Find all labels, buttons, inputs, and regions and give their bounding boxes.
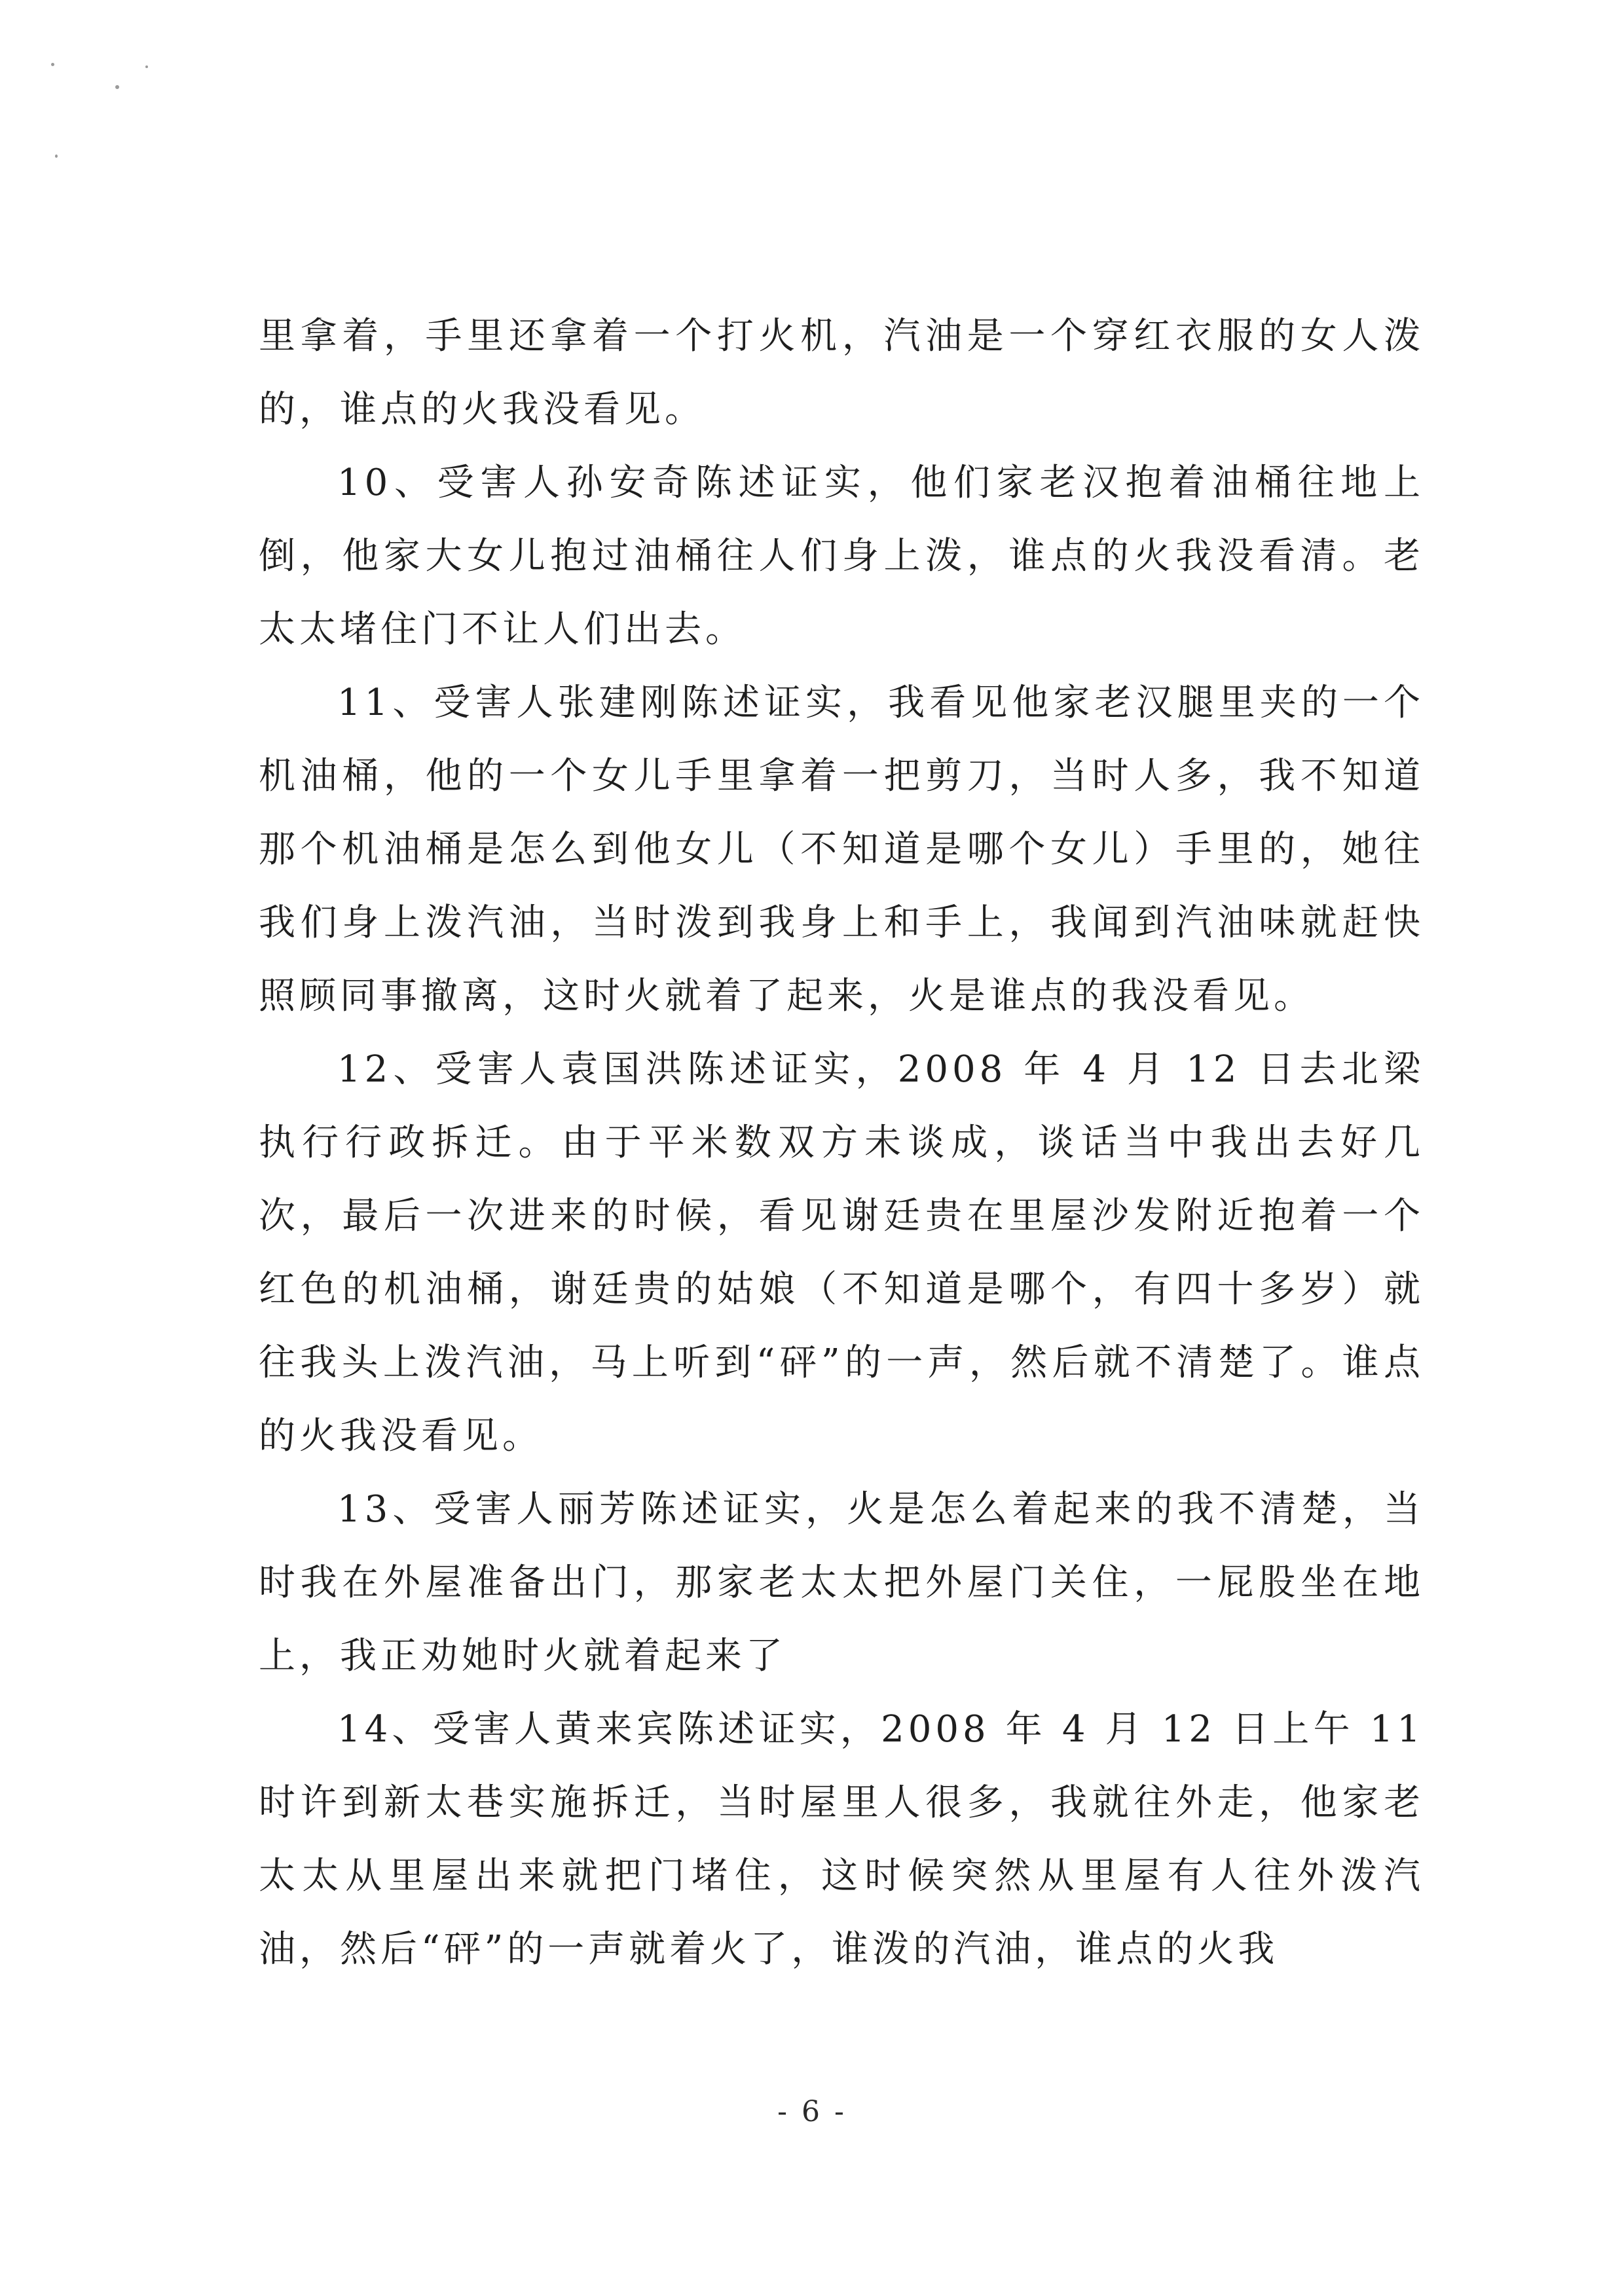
scan-speck <box>115 85 119 89</box>
paragraph-12: 12、受害人袁国洪陈述证实，2008 年 4 月 12 日去北梁执行行政拆迁。由于平米数双方未谈成，谈话当中我出去好几次，最后一次进来的时候，看见谢廷贵在里屋沙发附近抱着一个红色的机油桶，谢廷贵的姑娘（不知道是哪个，有四十多岁）就往我头上泼汽油，马上听到“砰”的一声，然后就不清楚了。谁点的火我没看见。 <box>259 1048 1424 1457</box>
scan-speck <box>55 155 58 158</box>
paragraph-14: 14、受害人黄来宾陈述证实，2008 年 4 月 12 日上午 11 时许到新太巷实施拆迁，当时屋里人很多，我就往外走，他家老太太从里屋出来就把门堵住，这时候突然从里屋有人往外泼汽油，然后“砰”的一声就着火了，谁泼的汽油，谁点的火我 <box>259 1708 1424 1971</box>
paragraph-continuation: 里拿着，手里还拿着一个打火机，汽油是一个穿红衣服的女人泼的，谁点的火我没看见。 <box>259 315 1424 431</box>
paragraph-13: 13、受害人丽芳陈述证实，火是怎么着起来的我不清楚，当时我在外屋准备出门，那家老太太把外屋门关住，一屁股坐在地上，我正劝她时火就着起来了 <box>259 1488 1424 1677</box>
paragraph-10: 10、受害人孙安奇陈述证实，他们家老汉抱着油桶往地上倒，他家大女儿抱过油桶往人们身上泼，谁点的火我没看清。老太太堵住门不让人们出去。 <box>259 462 1424 651</box>
document-body <box>259 300 1424 1986</box>
scan-speck <box>145 65 148 68</box>
scan-speck <box>51 63 54 66</box>
paragraph-11: 11、受害人张建刚陈述证实，我看见他家老汉腿里夹的一个机油桶，他的一个女儿手里拿着一把剪刀，当时人多，我不知道那个机油桶是怎么到他女儿（不知道是哪个女儿）手里的，她往我们身上泼汽油，当时泼到我身上和手上，我闻到汽油味就赶快照顾同事撤离，这时火就着了起来，火是谁点的我没看见。 <box>259 682 1424 1017</box>
page-number: - 6 - <box>777 2095 847 2128</box>
